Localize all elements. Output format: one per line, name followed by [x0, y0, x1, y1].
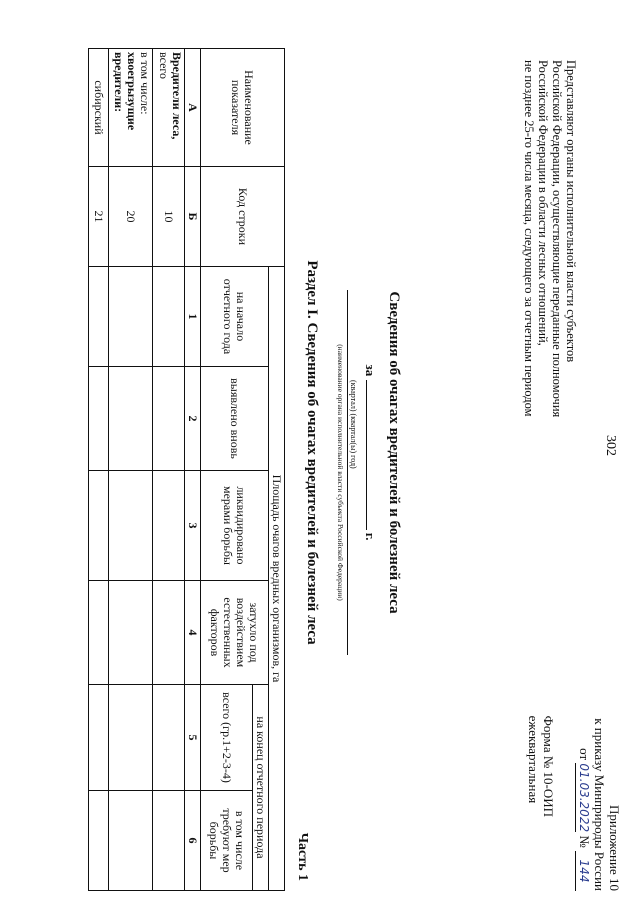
submitters-line: не позднее 25-го числа месяца, следующего за отчетным периодом: [522, 60, 536, 417]
order-number: 144: [575, 851, 591, 891]
value-cell: [89, 685, 109, 791]
row-label-rest: в том числе:: [138, 52, 152, 115]
value-cell: [89, 791, 109, 891]
index-cell: Б: [185, 167, 201, 267]
org-line: [347, 290, 348, 655]
value-cell: [153, 471, 185, 581]
index-cell: 4: [185, 581, 201, 685]
appendix-order: к приказу Минприроды России: [592, 718, 607, 891]
period-row: [362, 0, 378, 905]
col-died-header: затухло под воздействием естественных факторов: [201, 581, 269, 685]
col-end-total-header: всего (гр.1+2-3-4): [201, 685, 253, 791]
index-cell: 3: [185, 471, 201, 581]
value-cell: [109, 581, 153, 685]
index-cell: 2: [185, 367, 201, 471]
value-cell: [153, 685, 185, 791]
from-label: от: [577, 748, 592, 761]
value-cell: [153, 267, 185, 367]
row-label-bold: хвоегрызущие вредители:: [112, 52, 139, 131]
data-table: [88, 48, 285, 891]
org-caption: (наименование органа исполнительной власти субъекта Российской Федерации): [336, 344, 345, 601]
table-row: [109, 49, 153, 891]
index-cell: 5: [185, 685, 201, 791]
submitters-line: Российской Федерации, осуществляющие переданные полномочия: [550, 60, 564, 418]
appendix-title: Приложение 10: [607, 804, 622, 891]
value-cell: [109, 367, 153, 471]
appendix-block: [575, 651, 622, 891]
index-cell: 1: [185, 267, 201, 367]
row-label: [153, 49, 185, 167]
value-cell: [89, 581, 109, 685]
section-title: Раздел I. Сведения об очагах вредителей и болезней леса: [304, 260, 320, 645]
value-cell: [153, 791, 185, 891]
period-caption: (квартал) (квартал(ы) год): [349, 380, 358, 469]
row-code: 20: [109, 167, 153, 267]
row-label: [109, 49, 153, 167]
row-code: 21: [89, 167, 109, 267]
appendix-date-line: [575, 651, 592, 891]
col-name-header: Наименование показателя: [201, 49, 285, 167]
area-group-header: Площадь очагов вредных организмов, га: [269, 267, 285, 891]
za-label: за: [363, 364, 378, 377]
table-row: [153, 49, 185, 891]
form-block: [526, 716, 556, 817]
value-cell: [109, 471, 153, 581]
form-period: ежеквартальная: [526, 715, 541, 804]
row-label-bold: Вредители леса,: [170, 52, 184, 140]
value-cell: [109, 685, 153, 791]
period-blank: [366, 380, 367, 530]
value-cell: [109, 791, 153, 891]
col-code-header: Код строки: [201, 167, 285, 267]
submitters-text: [522, 60, 578, 440]
document-title: Сведения об очагах вредителей и болезней леса: [386, 291, 402, 614]
value-cell: [89, 367, 109, 471]
col-new-header: выявлено вновь: [201, 367, 269, 471]
value-cell: [153, 367, 185, 471]
table-row: [89, 49, 109, 891]
row-label: сибирский: [89, 49, 109, 167]
form-number: Форма № 10-ОИП: [541, 715, 556, 817]
value-cell: [89, 267, 109, 367]
col-end-need-header: в том числе требуют мер борьбы: [201, 791, 253, 891]
value-cell: [109, 267, 153, 367]
part-label: Часть 1: [295, 832, 310, 881]
index-cell: А: [185, 49, 201, 167]
year-suffix: г.: [363, 532, 378, 541]
submitters-line: Российской Федерации в области лесных отношений,: [536, 60, 550, 346]
end-group-header: на конец отчетного периода: [253, 685, 269, 891]
row-label-rest: всего: [157, 52, 171, 80]
submitters-line: Представляют органы исполнительной власти субъектов: [564, 60, 578, 363]
col-liquidated-header: ликвидировано мерами борьбы: [201, 471, 269, 581]
value-cell: [153, 581, 185, 685]
value-cell: [89, 471, 109, 581]
order-date: 01.03.2022: [577, 763, 591, 833]
page-number: 302: [603, 435, 618, 456]
row-code: 10: [153, 167, 185, 267]
index-cell: 6: [185, 791, 201, 891]
number-label: №: [577, 835, 592, 848]
col-start-header: на начало отчетного года: [201, 267, 269, 367]
